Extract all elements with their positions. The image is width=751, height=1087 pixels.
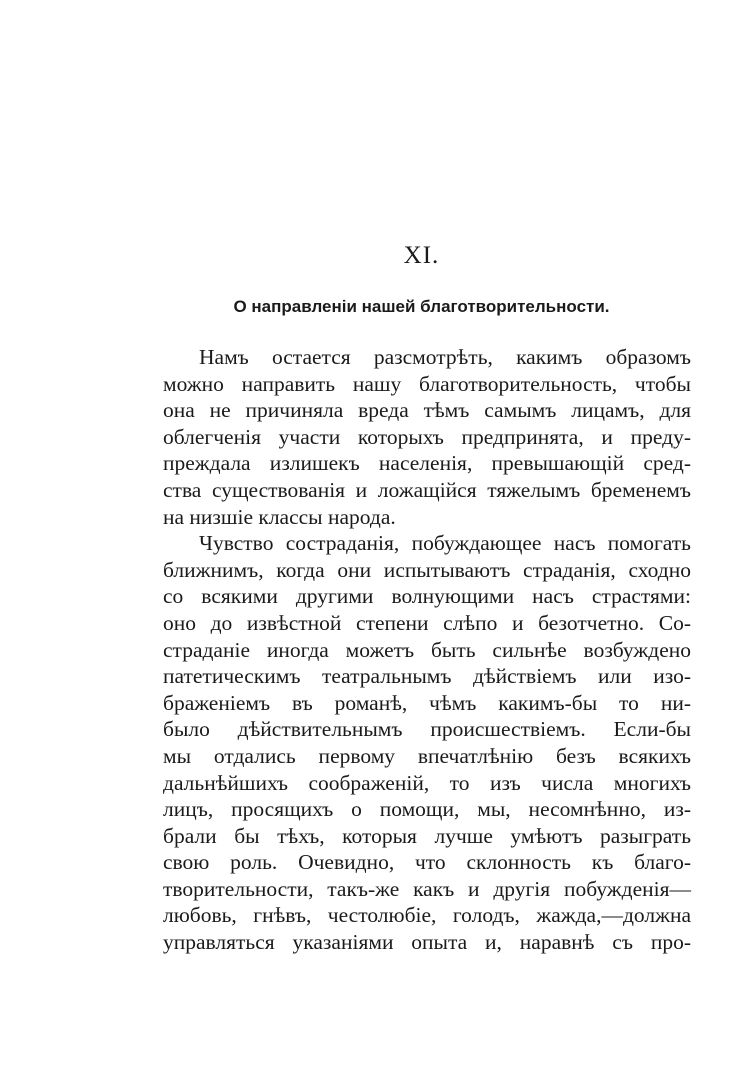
body-text (163, 344, 691, 956)
text-line: она не причиняла вреда тѣмъ самымъ лицамъ, для (163, 398, 691, 423)
text-line: ближнимъ, когда они испытываютъ страданія, сходно (163, 557, 691, 582)
text-line: можно направить нашу благотворительность, чтобы (163, 371, 691, 396)
text-line: любовь, гнѣвъ, честолюбіе, голодъ, жажда,—должна (163, 903, 691, 928)
text-line: было дѣйствительнымъ происшествіемъ. Если-бы (163, 717, 691, 742)
text-line: управляться указаніями опыта и, наравнѣ съ про- (163, 930, 691, 955)
text-line: на низшіе классы народа. (163, 504, 396, 529)
paragraph-2 (163, 530, 691, 956)
text-line: браженіемъ въ романѣ, чѣмъ какимъ-бы то ни- (163, 690, 691, 715)
text-line: свою роль. Очевидно, что склонность къ благо- (163, 850, 691, 875)
text-line: мы отдались первому впечатлѣнію безъ всякихъ (163, 743, 691, 768)
text-line: страданіе иногда можетъ быть сильнѣе возбуждено (163, 637, 691, 662)
chapter-number: XI. (403, 242, 440, 269)
text-line: ства существованія и ложащійся тяжелымъ бременемъ (163, 477, 691, 502)
text-line: со всякими другими волнующими насъ страстями: (163, 584, 691, 609)
text-line: Чувство состраданія, побуждающее насъ помогать (199, 531, 691, 556)
text-line: преждала излишекъ населенія, превышающій сред- (163, 451, 691, 476)
text-line: творительности, такъ-же какъ и другія побужденія— (163, 876, 691, 901)
text-line: патетическимъ театральнымъ дѣйствіемъ или изо- (163, 664, 691, 689)
text-line: Намъ остается разсмотрѣть, какимъ образомъ (199, 345, 691, 369)
chapter-title: О направленіи нашей благотворительности. (233, 297, 610, 316)
text-line: брали бы тѣхъ, которыя лучше умѣютъ разыграть (163, 823, 691, 848)
text-line: облегченія участи которыхъ предпринята, и преду- (163, 424, 691, 449)
text-line: лицъ, просящихъ о помощи, мы, несомнѣнно, из- (163, 797, 691, 822)
text-line: оно до извѣстной степени слѣпо и безотчетно. Со- (163, 610, 691, 635)
text-line: дальнѣйшихъ соображеній, то изъ числа многихъ (163, 770, 691, 795)
paragraph-1 (163, 344, 691, 530)
